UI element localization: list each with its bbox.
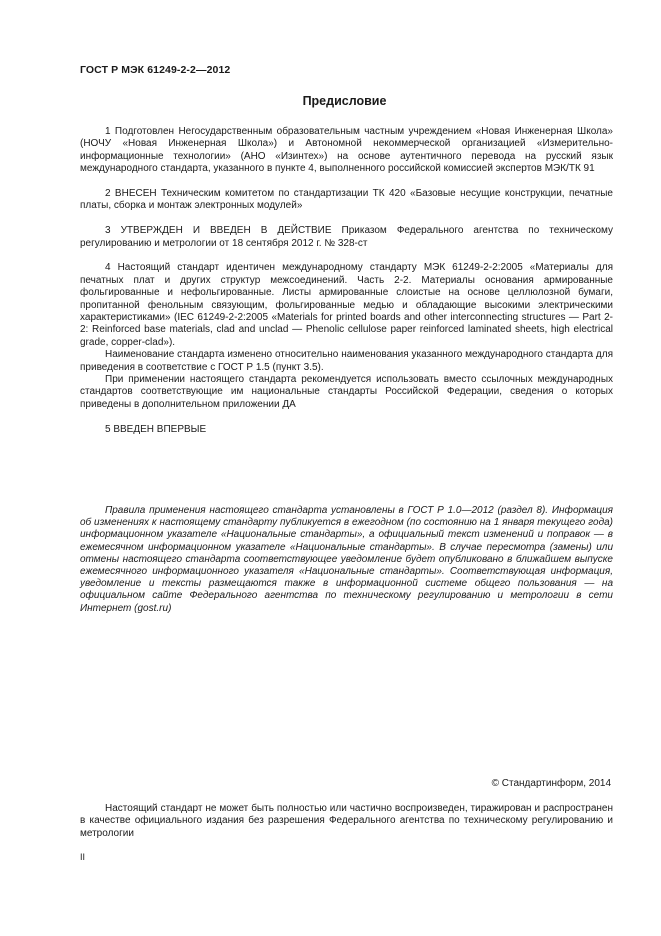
application-rules-note (80, 505, 613, 615)
paragraph-2: 2 ВНЕСЕН Техническим комитетом по стандартизации ТК 420 «Базовые несущие конструкции, печатные платы, сборка и монтаж электронных модулей» (80, 188, 613, 212)
reproduction-notice-text: Настоящий стандарт не может быть полностью или частично воспроизведен, тиражирован и распространен в качестве официального издания без разрешения Федерального агентства по техническому регулированию и метрологии (80, 803, 613, 839)
paragraph-4: 4 Настоящий стандарт идентичен международному стандарту МЭК 61249-2-2:2005 «Материалы для печатных плат и других структур межсоединений. Часть 2-2. Материалы основания армированные фольгированные и нефольгированные. Листы армированные слоистые на основе целлюлозной бумаги, пропитанной фенольным связующим, фольгированные медью и обладающие высокими электрическими характеристиками» (IEC 61249-2-2:2005 «Materials for printed boards and other interconnecting structures — Part 2-2: Reinforced base materials, clad and unclad — Phenolic cellulose paper reinforced laminated sheets, high electrical grade, copper-clad»). (80, 262, 613, 348)
page-title: Предисловие (302, 94, 387, 108)
paragraph-1: 1 Подготовлен Негосударственным образовательным частным учреждением «Новая Инженерная Школа» (НОЧУ «Новая Инженерная Школа») и Автономной некоммерческой организацией «Измерительно-информационные технологии» (АНО «Изинтех») на основе аутентичного перевода на русский язык международного стандарта, указанного в пункте 4, выполненного российской комиссией экспертов МЭК/ТК 91 (80, 126, 613, 175)
reproduction-notice (80, 803, 613, 840)
foreword-body (80, 126, 613, 436)
paragraph-4-note-refs: При применении настоящего стандарта рекомендуется использовать вместо ссылочных международных стандартов соответствующие им национальные стандарты Российской Федерации, сведения о которых приведены в дополнительном приложении ДА (80, 374, 613, 410)
application-rules-text: Правила применения настоящего стандарта установлены в ГОСТ Р 1.0—2012 (раздел 8). Информация об изменениях к настоящему стандарту публикуется в ежегодном (по состоянию на 1 января текущего года) информационном указателе «Национальные стандарты», а официальный текст изменений и поправок — в ежемесячном информационном указателе «Национальные стандарты». В случае пересмотра (замены) или отмены настоящего стандарта соответствующее уведомление будет опубликовано в ближайшем выпуске ежемесячного информационного указателя «Национальные стандарты». Соответствующая информация, уведомление и тексты размещаются также в информационной системе общего пользования — на официальном сайте Федерального агентства по техническому регулированию и метрологии в сети Интернет (gost.ru) (80, 505, 613, 614)
paragraph-5: 5 ВВЕДЕН ВПЕРВЫЕ (105, 423, 207, 435)
paragraph-4-note-name: Наименование стандарта изменено относительно наименования указанного международного стандарта для приведения в соответствие с ГОСТ Р 1.5 (пункт 3.5). (80, 349, 613, 373)
document-code: ГОСТ Р МЭК 61249-2-2—2012 (80, 64, 231, 76)
paragraph-3: 3 УТВЕРЖДЕН И ВВЕДЕН В ДЕЙСТВИЕ Приказом Федерального агентства по техническому регулированию и метрологии от 18 сентября 2012 г. № 328-ст (80, 225, 613, 249)
page-number: II (80, 852, 86, 862)
copyright-line: © Стандартинформ, 2014 (491, 778, 611, 789)
